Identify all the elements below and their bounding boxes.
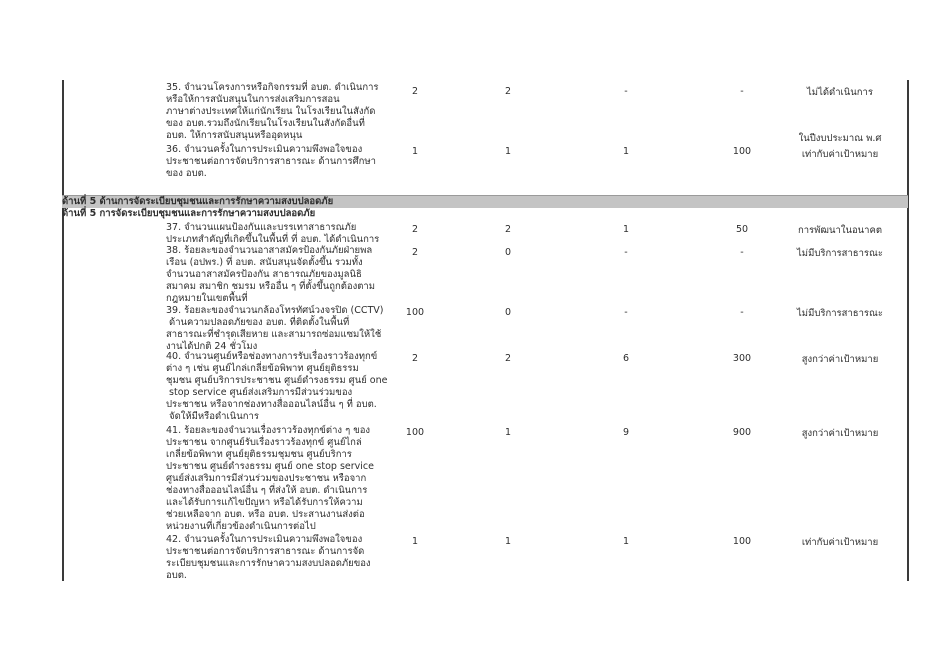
value-col-4: 50 (735, 224, 749, 235)
value-col-2: 0 (504, 247, 512, 258)
indicator-description: 41. ร้อยละของจำนวนเรื่องราวร้องทุกข์ต่าง ๆ ของ ประชาชน จากศูนย์รับเรื่องราวร้องทุกข์ ศูนย์ไกล่ เกลี่ยข้อพิพาท ศูนย์ยุติธรรมชุมชน ศูนย์บริการ ประชาชน ศูนย์ดำรงธรรม ศูนย์ one stop service ศูนย์ส่งเสริมการมีส่วนร่วมของประชาชน หรือจาก ช่องทางสื่อออนไลน์อื่น ๆ ที่ส่งให้ อบต. ดำเนินการ และได้รับการแก้ไขปัญหา หรือได้รับการให้ความ ช่วยเหลือจาก อบต. หรือ อบต. ประสานงานส่งต่อ หน่วยงานที่เกี่ยวข้องดำเนินการต่อไป (166, 425, 374, 532)
indicator-description: 36. จำนวนครั้งในการประเมินความพึงพอใจของ ประชาชนต่อการจัดบริการสาธารณะ ด้านการศึกษา ของ อบต. (166, 144, 376, 179)
value-col-4: 100 (732, 146, 752, 157)
value-col-1: 2 (411, 247, 419, 258)
value-col-2: 0 (504, 307, 512, 318)
value-col-4: 900 (732, 427, 752, 438)
value-col-1: 100 (405, 307, 425, 318)
value-col-1: 2 (411, 353, 419, 364)
value-col-1: 100 (405, 427, 425, 438)
result-text: สูงกว่าค่าเป้าหมาย (801, 354, 879, 365)
value-col-3: - (624, 247, 628, 258)
value-col-2: 2 (504, 224, 512, 235)
value-col-3: 1 (622, 224, 630, 235)
value-col-3: - (624, 86, 628, 97)
table-row (0, 222, 934, 245)
indicator-description: 42. จำนวนครั้งในการประเมินความพึงพอใจของ ประชาชนต่อการจัดบริการสาธารณะ ด้านการจัด ระเบียบชุมชนและการรักษาความสงบปลอดภัยของ อบต. (166, 534, 371, 581)
value-col-3: 1 (622, 146, 630, 157)
result-text: ไม่มีบริการสาธารณะ (797, 308, 883, 319)
value-col-4: - (740, 307, 744, 318)
value-col-2: 1 (504, 536, 512, 547)
indicator-description: 40. จำนวนศูนย์หรือช่องทางการรับเรื่องราวร้องทุกข์ ต่าง ๆ เช่น ศูนย์ไกล่เกลี่ยข้อพิพาท ศูนย์ยุติธรรม ชุมชน ศูนย์บริการประชาชน ศูนย์ดำรงธรรม ศูนย์ one stop service ศูนย์ส่งเสริมการมีส่วนร่วมของ ประชาชน หรือจากช่องทางสื่อออนไลน์อื่น ๆ ที่ อบต. จัดให้มีหรือดำเนินการ (166, 351, 388, 422)
value-col-4: - (740, 247, 744, 258)
value-col-3: 1 (622, 536, 630, 547)
value-col-4: - (740, 86, 744, 97)
value-col-1: 1 (411, 536, 419, 547)
section-band: ด้านที่ 5 ด้านการจัดระเบียบชุมชนและการรักษาความสงบปลอดภัย (62, 195, 908, 208)
value-col-2: 2 (504, 353, 512, 364)
result-text: การพัฒนาในอนาคต (797, 225, 883, 236)
table-row (0, 534, 934, 581)
table-row (0, 351, 934, 422)
value-col-4: 300 (732, 353, 752, 364)
indicator-description: 37. จำนวนแผนป้องกันและบรรเทาสาธารณภัย ประเภทสำคัญที่เกิดขึ้นในพื้นที่ ที่ อบต. ได้ดำเนินการ (166, 222, 380, 245)
result-text: ในปีงบประมาณ พ.ศ เท่ากับค่าเป้าหมาย (798, 133, 882, 160)
indicator-description: 39. ร้อยละของจำนวนกล้องโทรทัศน์วงจรปิด (CCTV) ด้านความปลอดภัยของ อบต. ที่ติดตั้งในพื้นที่ สาธารณะที่ชำรุดเสียหาย และสามารถซ่อมแซมให้ใช้ งานได้ปกติ 24 ชั่วโมง (166, 305, 384, 352)
table-row (0, 82, 934, 141)
table-row (0, 425, 934, 532)
result-text: ไม่มีบริการสาธารณะ (797, 248, 883, 259)
value-col-2: 1 (504, 427, 512, 438)
table-right-border (907, 80, 909, 581)
indicator-description: 38. ร้อยละของจำนวนอาสาสมัครป้องกันภัยฝ่ายพล เรือน (อปพร.) ที่ อบต. สนับสนุนจัดตั้งขึ้น รวมทั้ง จำนวนอาสาสมัครป้องกัน สาธารณภัยของมูลนิธิ สมาคม สมาชิก ชมรม หรืออื่น ๆ ที่ตั้งขึ้นถูกต้องตาม กฎหมายในเขตพื้นที่ (166, 245, 375, 304)
value-col-2: 2 (504, 86, 512, 97)
table-left-border (62, 80, 64, 581)
table-row (0, 133, 934, 179)
result-text: เท่ากับค่าเป้าหมาย (801, 537, 879, 548)
value-col-1: 2 (411, 224, 419, 235)
value-col-3: 6 (622, 353, 630, 364)
result-text: ไม่ได้ดำเนินการ (807, 87, 873, 98)
section-heading: ด้านที่ 5 การจัดระเบียบชุมชนและการรักษาความสงบปลอดภัย (62, 208, 316, 219)
indicator-description: 35. จำนวนโครงการหรือกิจกรรมที่ อบต. ดำเนินการ หรือให้การสนับสนุนในการส่งเสริมการสอน ภาษาต่างประเทศให้แก่นักเรียน ในโรงเรียนในสังกัด ของ อบต.รวมถึงนักเรียนในโรงเรียนในสังกัดอื่นที่ อบต. ให้การสนับสนุนหรืออุดหนุน (166, 82, 379, 141)
value-col-3: - (624, 307, 628, 318)
result-text: สูงกว่าค่าเป้าหมาย (801, 428, 879, 439)
value-col-1: 2 (411, 86, 419, 97)
value-col-4: 100 (732, 536, 752, 547)
value-col-2: 1 (504, 146, 512, 157)
value-col-3: 9 (622, 427, 630, 438)
value-col-1: 1 (411, 146, 419, 157)
table-row (0, 245, 934, 304)
table-row (0, 305, 934, 352)
